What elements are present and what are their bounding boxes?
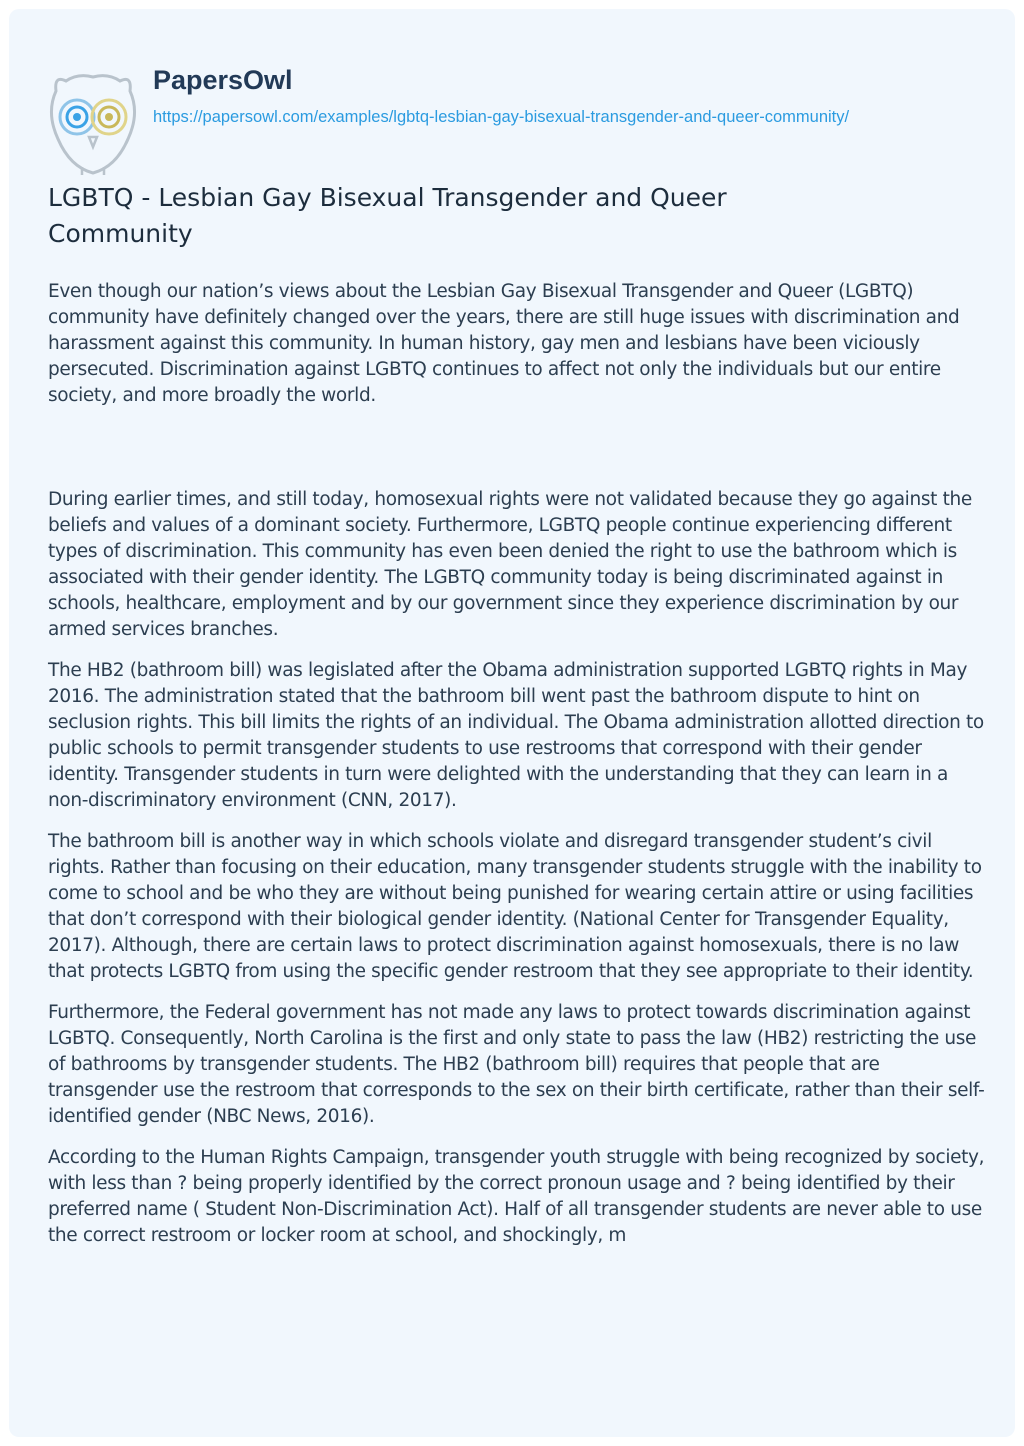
page-title: LGBTQ - Lesbian Gay Bisexual Transgender and Queer Community [48,183,727,248]
document-card [9,9,1015,1437]
brand-name[interactable]: PapersOwl [153,65,293,95]
paragraph: Even though our nation’s views about the Lesbian Gay Bisexual Transgender and Queer (LGBTQ) community have definitely changed over the years, there are still huge issues with discrimination and harassment against this community. In human history, gay men and lesbians have been viciously persecuted. Discrimination against LGBTQ continues to affect not only the individuals but our entire society, and more broadly the world. [48,281,960,406]
owl-logo-icon [48,69,138,177]
article-body [48,279,988,1264]
paragraph: The HB2 (bathroom bill) was legislated after the Obama administration supported LGBTQ rights in May 2016. The administration stated that the bathroom bill went past the bathroom dispute to hint on seclusion rights. This bill limits the rights of an individual. The Obama administration allotted direction to public schools to permit transgender students to use restrooms that correspond with their gender identity. Transgender students in turn were delighted with the understanding that they can learn in a non-discriminatory environment (CNN, 2017). [48,660,984,811]
paragraph: According to the Human Rights Campaign, transgender youth struggle with being recognized by society, with less than ? being properly identified by the correct pronoun usage and ? being identified by their preferred name ( Student Non-Discrimination Act). Half of all transgender students are never able to use the correct restroom or locker room at school, and shockingly, m [48,1147,985,1246]
source-url-link[interactable]: https://papersowl.com/examples/lgbtq-lesbian-gay-bisexual-transgender-and-queer-community/ [153,108,850,126]
paragraph: Furthermore, the Federal government has not made any laws to protect towards discrimination against LGBTQ. Consequently, North Carolina is the first and only state to pass the law (HB2) restricting the use of bathrooms by transgender students. The HB2 (bathroom bill) requires that people that are transgender use the restroom that corresponds to the sex on their birth certificate, rather than their self-identified gender (NBC News, 2016). [48,1002,985,1127]
paragraph: The bathroom bill is another way in which schools violate and disregard transgender student’s civil rights. Rather than focusing on their education, many transgender students struggle with the inability to come to school and be who they are without being punished for wearing certain attire or using facilities that don’t correspond with their biological gender identity. (National Center for Transgender Equality, 2017). Although, there are certain laws to protect discrimination against homosexuals, there is no law that protects LGBTQ from using the specific gender restroom that they see appropriate to their identity. [48,831,982,982]
paragraph: During earlier times, and still today, homosexual rights were not validated because they go against the beliefs and values of a dominant society. Furthermore, LGBTQ people continue experiencing different types of discrimination. This community has even been denied the right to use the bathroom which is associated with their gender identity. The LGBTQ community today is being discriminated against in schools, healthcare, employment and by our government since they experience discrimination by our armed services branches. [48,489,972,640]
site-header [48,59,948,169]
